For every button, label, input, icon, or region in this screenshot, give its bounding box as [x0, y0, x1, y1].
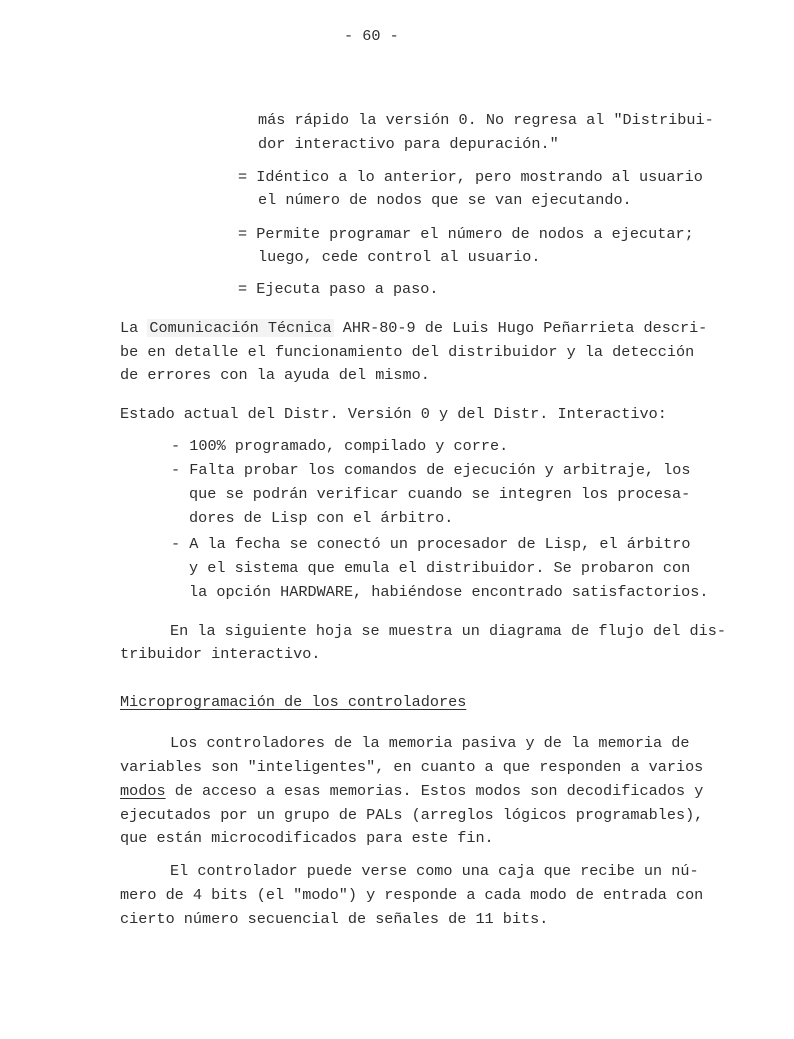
paragraph-line: mero de 4 bits (el "modo") y responde a cada modo de entrada con [120, 886, 704, 904]
paragraph-line: En la siguiente hoja se muestra un diagrama de flujo del dis- [170, 622, 726, 640]
bullet-item: - A la fecha se conectó un procesador de Lisp, el árbitro [171, 535, 691, 553]
highlighted-phrase: Comunicación Técnica [149, 319, 332, 337]
paragraph-line: que están microcodificados para este fin. [120, 829, 494, 847]
bullet-item: - Falta probar los comandos de ejecución y arbitraje, los [171, 461, 691, 479]
text-line: el número de nodos que se van ejecutando. [258, 191, 632, 209]
text-span: La [120, 319, 148, 337]
list-item: = Permite programar el número de nodos a ejecutar; [238, 225, 694, 243]
text-line: dor interactivo para depuración." [258, 135, 559, 153]
text-line: y el sistema que emula el distribuidor. Se probaron con [189, 559, 691, 577]
text-line: más rápido la versión 0. No regresa al "Distribui- [258, 111, 714, 129]
underlined-word: modos [120, 782, 166, 800]
bullet-item: - 100% programado, compilado y corre. [171, 437, 509, 455]
section-title: Microprogramación de los controladores [120, 693, 467, 711]
paragraph-line [120, 318, 707, 338]
text-span: de acceso a esas memorias. Estos modos son decodificados y [165, 782, 704, 800]
paragraph-line: ejecutados por un grupo de PALs (arreglos lógicos programables), [120, 806, 704, 824]
page-number: - 60 - [344, 27, 399, 45]
text-line: la opción HARDWARE, habiéndose encontrado satisfactorios. [189, 583, 709, 601]
paragraph-line: tribuidor interactivo. [120, 645, 321, 663]
paragraph-line [120, 781, 703, 801]
paragraph-line: cierto número secuencial de señales de 11 bits. [120, 910, 549, 928]
text-span: AHR-80-9 de Luis Hugo Peñarrieta descri- [333, 319, 708, 337]
paragraph-line: be en detalle el funcionamiento del distribuidor y la detección [120, 343, 695, 361]
status-heading: Estado actual del Distr. Versión 0 y del Distr. Interactivo: [120, 405, 667, 423]
list-item: = Ejecuta paso a paso. [238, 280, 439, 298]
text-line: dores de Lisp con el árbitro. [189, 509, 454, 527]
paragraph-line: de errores con la ayuda del mismo. [120, 366, 430, 384]
list-item: = Idéntico a lo anterior, pero mostrando al usuario [238, 168, 703, 186]
text-line: que se podrán verificar cuando se integren los procesa- [189, 485, 691, 503]
text-line: luego, cede control al usuario. [258, 248, 541, 266]
paragraph-line: Los controladores de la memoria pasiva y de la memoria de [170, 734, 690, 752]
paragraph-line: El controlador puede verse como una caja que recibe un nú- [170, 862, 699, 880]
paragraph-line: variables son "inteligentes", en cuanto a que responden a varios [120, 758, 704, 776]
